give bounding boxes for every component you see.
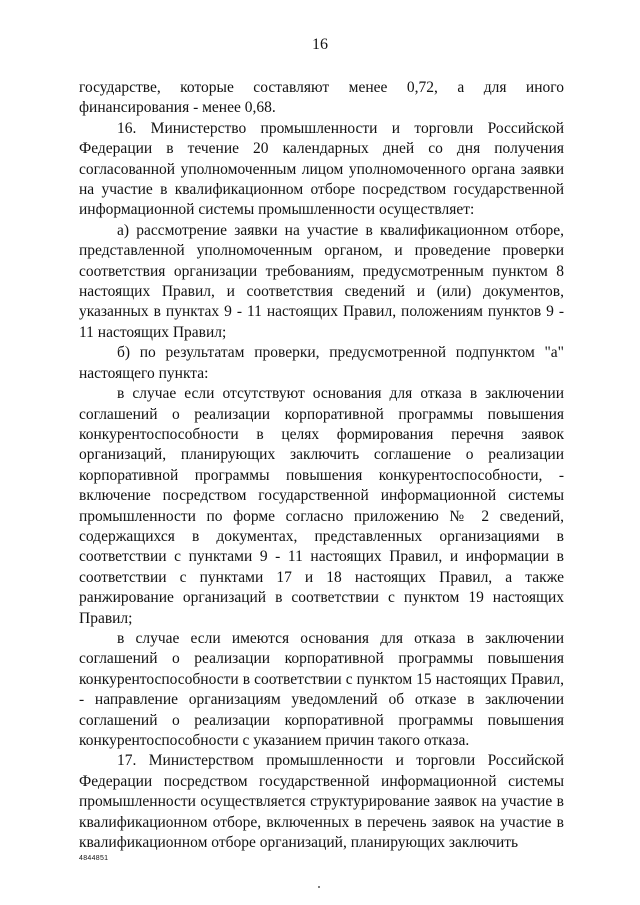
paragraph-item-16: 16. Министерство промышленности и торговли Российской Федерации в течение 20 календарных дней со дня получения согласованной уполномоченным лицом уполномоченного органа заявки на участие в квалификационном отборе посредством государственной информационной системы промышленности осуществляет: [79,119,564,219]
paragraph-subitem-b: б) по результатам проверки, предусмотренной подпунктом "а" настоящего пункта: [79,344,564,382]
center-dot-mark [318,886,320,888]
paragraph-refusal-case: в случае если имеются основания для отказа в заключении соглашений о реализации корпоративной программы повышения конкурентоспособности в соответствии с пунктом 15 настоящих Правил, - направление организациям уведомлений об отказе в заключении соглашений о реализации корпоративной программы повышения конкурентоспособности с указанием причин такого отказа. [79,629,564,749]
page-number: 16 [312,36,328,53]
document-body [79,78,564,853]
paragraph-subitem-a: а) рассмотрение заявки на участие в квалификационном отборе, представленной уполномоченным органом, и проведение проверки соответствия организации требованиям, предусмотренным пунктом 8 настоящих Правил, и соответствия сведений и (или) документов, указанных в пунктах 9 - 11 настоящих Правил, положениям пунктов 9 - 11 настоящих Правил; [79,221,564,341]
paragraph-item-17: 17. Министерством промышленности и торговли Российской Федерации посредством государственной информационной системы промышленности осуществляется структурирование заявок на участие в квалификационном отборе, включенных в перечень заявок на участие в квалификационном отборе организаций, планирующих заключить [79,752,564,852]
paragraph-continuation: государстве, которые составляют менее 0,72, а для иного финансирования - менее 0,68. [79,79,564,117]
document-code: 4844851 [79,855,109,862]
paragraph-no-grounds-case: в случае если отсутствуют основания для отказа в заключении соглашений о реализации корпоративной программы повышения конкурентоспособности в целях формирования перечня заявок организаций, планирующих заключить соглашение о реализации корпоративной программы повышения конкурентоспособности, - включение посредством государственной информационной системы промышленности по форме согласно приложению № 2 сведений, содержащихся в документах, представленных организациями в соответствии с пунктами 9 - 11 настоящих Правил, и информации в соответствии с пунктами 17 и 18 настоящих Правил, а также ранжирование организаций в соответствии с пунктом 19 настоящих Правил; [79,385,564,627]
